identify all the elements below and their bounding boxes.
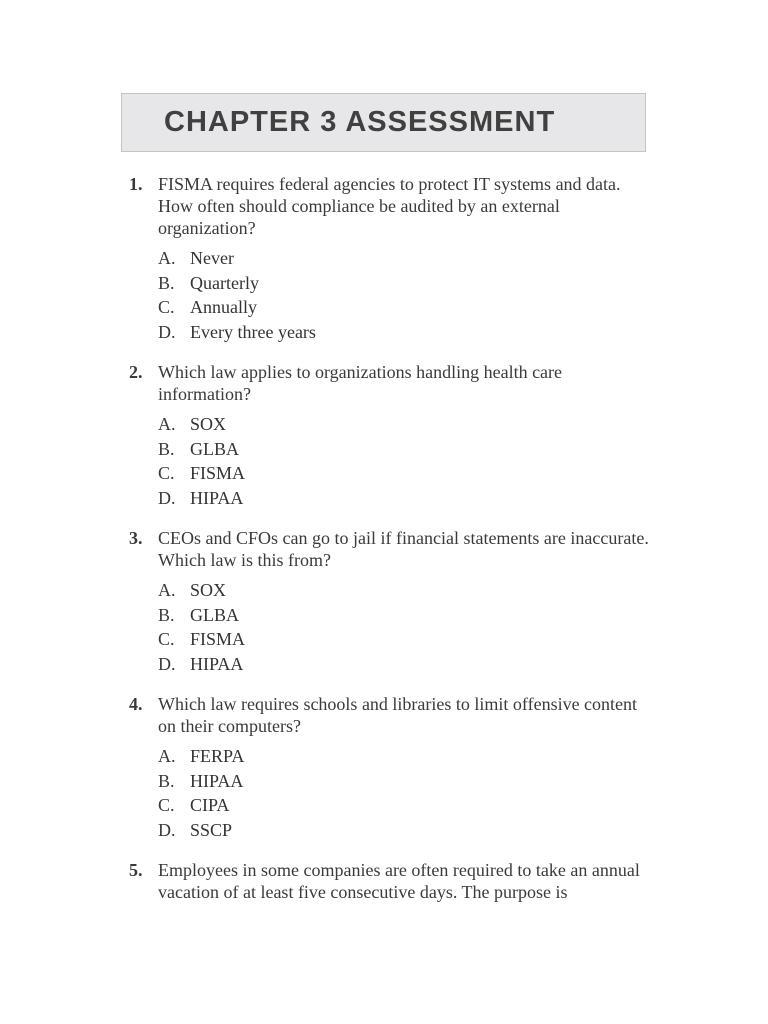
question-text: Which law applies to organizations handling health care information? [158,362,563,404]
option-text: SOX [190,414,227,434]
answer-option [158,793,662,818]
option-text: FISMA [190,463,246,483]
answer-option [158,578,662,603]
option-text: SOX [190,580,227,600]
option-text: HIPAA [190,487,244,508]
option-letter: C. [158,629,175,649]
question-item [122,693,662,842]
answer-options [158,744,662,842]
question-number: 2. [129,362,143,382]
option-letter: B. [158,438,175,459]
question-number: 4. [129,694,143,714]
answer-option [158,461,662,486]
option-text: HIPAA [190,770,244,791]
answer-option [158,652,662,677]
question-text: Employees in some companies are often required to take an annual vacation of at least five consecutive days. The purpose is [158,860,640,902]
answer-option [158,769,662,794]
option-text: SSCP [190,819,233,840]
option-text: HIPAA [190,653,244,674]
option-letter: D. [158,653,176,674]
option-letter: B. [158,272,175,293]
option-letter: D. [158,321,176,342]
question-number: 1. [129,174,143,194]
answer-option [158,246,662,271]
question-number: 5. [129,860,143,880]
answer-option [158,412,662,437]
option-text: GLBA [190,438,239,459]
question-text: Which law requires schools and libraries to limit offensive content on their computers? [158,694,638,736]
option-letter: D. [158,819,176,840]
answer-option [158,320,662,345]
question-text: FISMA requires federal agencies to protect IT systems and data. How often should compliance be audited by an external organization? [158,174,621,238]
question-item [122,173,662,344]
answer-option [158,818,662,843]
option-letter: C. [158,795,175,815]
question-text: CEOs and CFOs can go to jail if financial statements are inaccurate. Which law is this from? [158,528,649,570]
answer-option [158,486,662,511]
answer-option [158,627,662,652]
page-title: CHAPTER 3 ASSESSMENT [164,106,556,138]
option-text: CIPA [190,795,230,815]
option-letter: C. [158,463,175,483]
option-letter: B. [158,604,175,625]
option-letter: A. [158,580,176,600]
question-number: 3. [129,528,143,548]
option-text: FERPA [190,746,245,766]
option-letter: C. [158,297,175,317]
answer-options [158,412,662,510]
option-letter: B. [158,770,175,791]
answer-options [158,246,662,344]
option-text: Every three years [190,321,316,342]
question-item [122,527,662,676]
answer-option [158,744,662,769]
option-text: Annually [190,297,257,317]
option-letter: A. [158,414,176,434]
chapter-header-box [121,93,646,152]
option-letter: A. [158,248,176,268]
option-text: Quarterly [190,272,259,293]
option-letter: A. [158,746,176,766]
answer-option [158,295,662,320]
answer-option [158,437,662,462]
question-item [122,361,662,510]
question-item [122,859,662,903]
answer-option [158,603,662,628]
option-text: GLBA [190,604,239,625]
option-letter: D. [158,487,176,508]
answer-options [158,578,662,676]
question-list [122,173,662,920]
answer-option [158,271,662,296]
option-text: Never [190,248,234,268]
option-text: FISMA [190,629,246,649]
